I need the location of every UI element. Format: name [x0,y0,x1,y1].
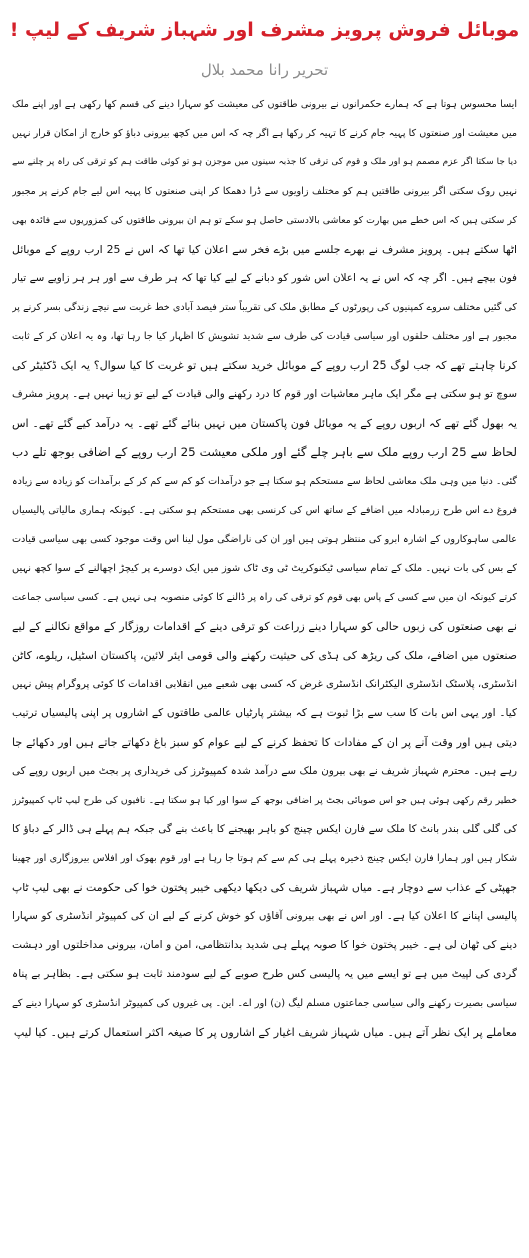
body-line: رہے ہیں۔ محترم شہباز شریف نے بھی بیرون ملک سے درآمد شدہ کمپیوٹرز کی خریداری پر بجٹ میں اربوں روپے کی [12,765,517,777]
body-line: دیا جا سکتا اگر عزم مصمم ہو اور ملک و قوم کی ترقی کا جذبہ سینوں میں موجزن ہو تو کوئی طاقت ہم کو ترقی کی راہ پر چلنے سے [12,157,517,167]
body-line: کی گلی گلی بندر بانٹ کا ملک سے فارن ایکس چینج کو باہر بھیجنے کا باعث بنے گی جبکہ ہم پہلے ہی ڈالر کے دباؤ کا [12,823,517,835]
body-line: معاملے پر ایک نظر آتے ہیں۔ میاں شہباز شریف اغیار کے اشاروں پر کا صیغہ اکثر استعمال کرتے ہیں۔ کیا لیپ [13,1026,517,1039]
body-line: دیتی ہیں اور وقت آنے پر ان کے مفادات کا تحفظ کرنے کے لیے عوام کو سبز باغ دکھاتے جاتے ہیں اور دکھائے جا [12,736,517,749]
article-body [12,90,517,1256]
body-line: مجبور ہے اور مختلف حلقوں اور سیاسی قیادت کی طرف سے شدید تشویش کا اظہار کیا جا رہا تھا، وہ یہ اعلان کر کے ثابت [12,331,517,342]
body-line: کرنا چاہتے تھے کہ جب لوگ 25 ارب روپے کے موبائل خرید سکتے ہیں تو غربت کا کیا سوال؟ یہ ایک ڈکٹیٹر کی [12,359,517,372]
body-line: اٹھا سکتے ہیں۔ پرویز مشرف نے بھرے جلسے میں بڑے فخر سے اعلان کیا تھا کہ اس نے 25 ارب روپے کے موبائل [12,243,517,256]
body-line: کیا۔ اور یہی اس بات کا سب سے بڑا ثبوت ہے کہ بیشتر پارٹیاں عالمی طاقتوں کے اشاروں پر اپنی پالیسیاں ترتیب [12,707,517,719]
article-headline: موبائل فروش پرویز مشرف اور شہباز شریف کے لیپ ! [9,19,520,41]
body-line: گئی۔ دنیا میں وہی ملک معاشی لحاظ سے مستحکم ہو سکتا ہے جو درآمدات کو کم سے کم کر کے برآمدات کو زیادہ سے زیادہ [12,476,517,487]
article-byline: تحریر رانا محمد بلال [200,61,329,79]
body-line: فروغ دے اس طرح زرمبادلہ میں اضافے کے ساتھ اس کی کرنسی بھی مستحکم ہو سکتی ہے۔ کیونکہ ہماری مالیاتی پالیسیاں [12,505,517,516]
body-line: صنعتوں میں اضافے، ملک کی ریڑھ کی ہڈی کی حیثیت رکھنے والی قومی ایئر لائین، پاکستان اسٹیل، ریلوے، کاٹن [12,649,517,662]
body-line: سوچ تو ہو سکتی ہے مگر ایک ماہر معاشیات اور قوم کا درد رکھنے والی قیادت کے لیے تو زیبا نہیں ہے۔ پرویز مشرف [12,388,517,400]
body-line: جھپٹی کے عذاب سے دوچار ہے۔ میاں شہباز شریف کی دیکھا دیکھی خیبر پختون خوا کی حکومت نے بھی لیپ ٹاپ [12,881,517,894]
body-line: کی گئیں مختلف سروے کمپنیوں کی رپورٹوں کے مطابق ملک کی تقریباً ستر فیصد آبادی خط غربت سے نیچے زندگی بسر کرنے پر [12,302,517,313]
body-line: کے بس کی بات نہیں۔ ملک کے تمام سیاسی ٹیکنوکریٹ ٹی وی ٹاک شوز میں ایک دوسرے پر کیچڑ اچھالنے کے سوا کچھ نہیں [12,563,517,574]
body-line: ایسا محسوس ہوتا ہے کہ ہمارے حکمرانوں نے بیرونی طاقتوں کی معیشت کو سہارا دینے کی قسم کھا رکھی ہے اور اپنے ملک [12,99,517,110]
body-line: انڈسٹری، پلاسٹک انڈسٹری الیکٹرانک انڈسٹری غرض کہ کسی بھی شعبے میں انقلابی اقدامات کا کوئی پروگرام پیش نہیں [12,679,517,690]
body-line: کرتے کیونکہ ان میں سے کسی کے پاس بھی قوم کو ترقی کی راہ پر ڈالنے کا کوئی منصوبہ ہی نہیں ہے۔ کسی سیاسی جماعت [12,592,517,603]
body-line: شکار ہیں اور ہمارا فارن ایکس چینج ذخیرہ پہلے ہی کم سے کم ہوتا جا رہا ہے اور قوم بھوک اور افلاس بیروزگاری اور چھینا [12,853,517,864]
body-line: پالیسی اپنانے کا اعلان کیا ہے۔ اور اس نے بھی بیرونی آقاؤں کو خوش کرنے کے لیے ان کی کمپیوٹر انڈسٹری کو سہارا [12,910,517,922]
body-line: دینے کی ٹھان لی ہے۔ خیبر پختون خوا کا صوبہ پہلے ہی شدید بدانتظامی، امن و امان، بیرونی مداخلتوں اور دہشت [12,939,517,951]
body-line: میں معیشت اور صنعتوں کا پہیہ جام کرنے کا تہیہ کر رکھا ہے اگر چہ کہ اس میں کچھ بیرونی دباؤ کو خارج از امکان قرار نہیں [12,128,517,139]
body-line: یہ بھول گئے تھے کہ اربوں روپے کے یہ موبائل فون پاکستان میں نہیں بنائے گئے تھے۔ یہ درآمد کیے گئے تھے۔ اس [12,417,517,430]
body-line: فون بیچے ہیں۔ اگر چہ کہ اس نے یہ اعلان اس شور کو دبانے کے لیے کیا تھا کہ ہر طرف سے اور ہر ہر زاویے سے تیار [12,272,517,284]
body-line: خطیر رقم رکھی ہوئی ہیں جو اس صوبائی بجٹ پر اضافی بوجھ کے سوا اور کیا ہو سکتا ہے۔ نافیوں کی طرح لیپ ٹاپ کمپیوٹرز [12,795,517,806]
body-line: عالمی ساہوکاروں کے اشارہ ابرو کی منتظر ہوتی ہیں اور ان کی ناراضگی مول لینا اس وقت موجود کسی بھی سیاسی قیادت [12,534,517,545]
body-line: گردی کی لپیٹ میں ہے تو ایسے میں یہ پالیسی کس طرح صوبے کے لیے سودمند ثابت ہو سکتی ہے۔ بظاہر بے پناہ [12,968,517,980]
body-line: نے بھی صنعتوں کی زبوں حالی کو سہارا دینے زراعت کو ترقی دینے کے اقدامات روزگار کے مواقع نکالنے کے لیے [12,620,517,633]
body-line: نہیں روک سکتی اگر بیرونی طاقتیں ہم کو مختلف زاویوں سے ڈرا دھمکا کر اپنی صنعتوں کا پہیہ اس لیے جام کرنے پر مجبور [12,186,517,197]
body-line: لحاظ سے 25 ارب روپے ملک سے باہر چلے گئے اور ملکی معیشت 25 ارب روپے کے اضافی بوجھ تلے دب [12,445,517,459]
body-line: کر سکتی ہیں کہ اس خطے میں بھارت کو معاشی بالادستی حاصل ہو سکے تو ہم ان بیرونی طاقتوں کی کمزوریوں سے فائدہ بھی [12,215,517,226]
body-line: سیاسی بصیرت رکھنے والی سیاسی جماعتوں مسلم لیگ (ن) اور اے۔ این۔ پی غیروں کی کمپیوٹر انڈسٹری کو سہارا دینے کے [12,998,517,1009]
